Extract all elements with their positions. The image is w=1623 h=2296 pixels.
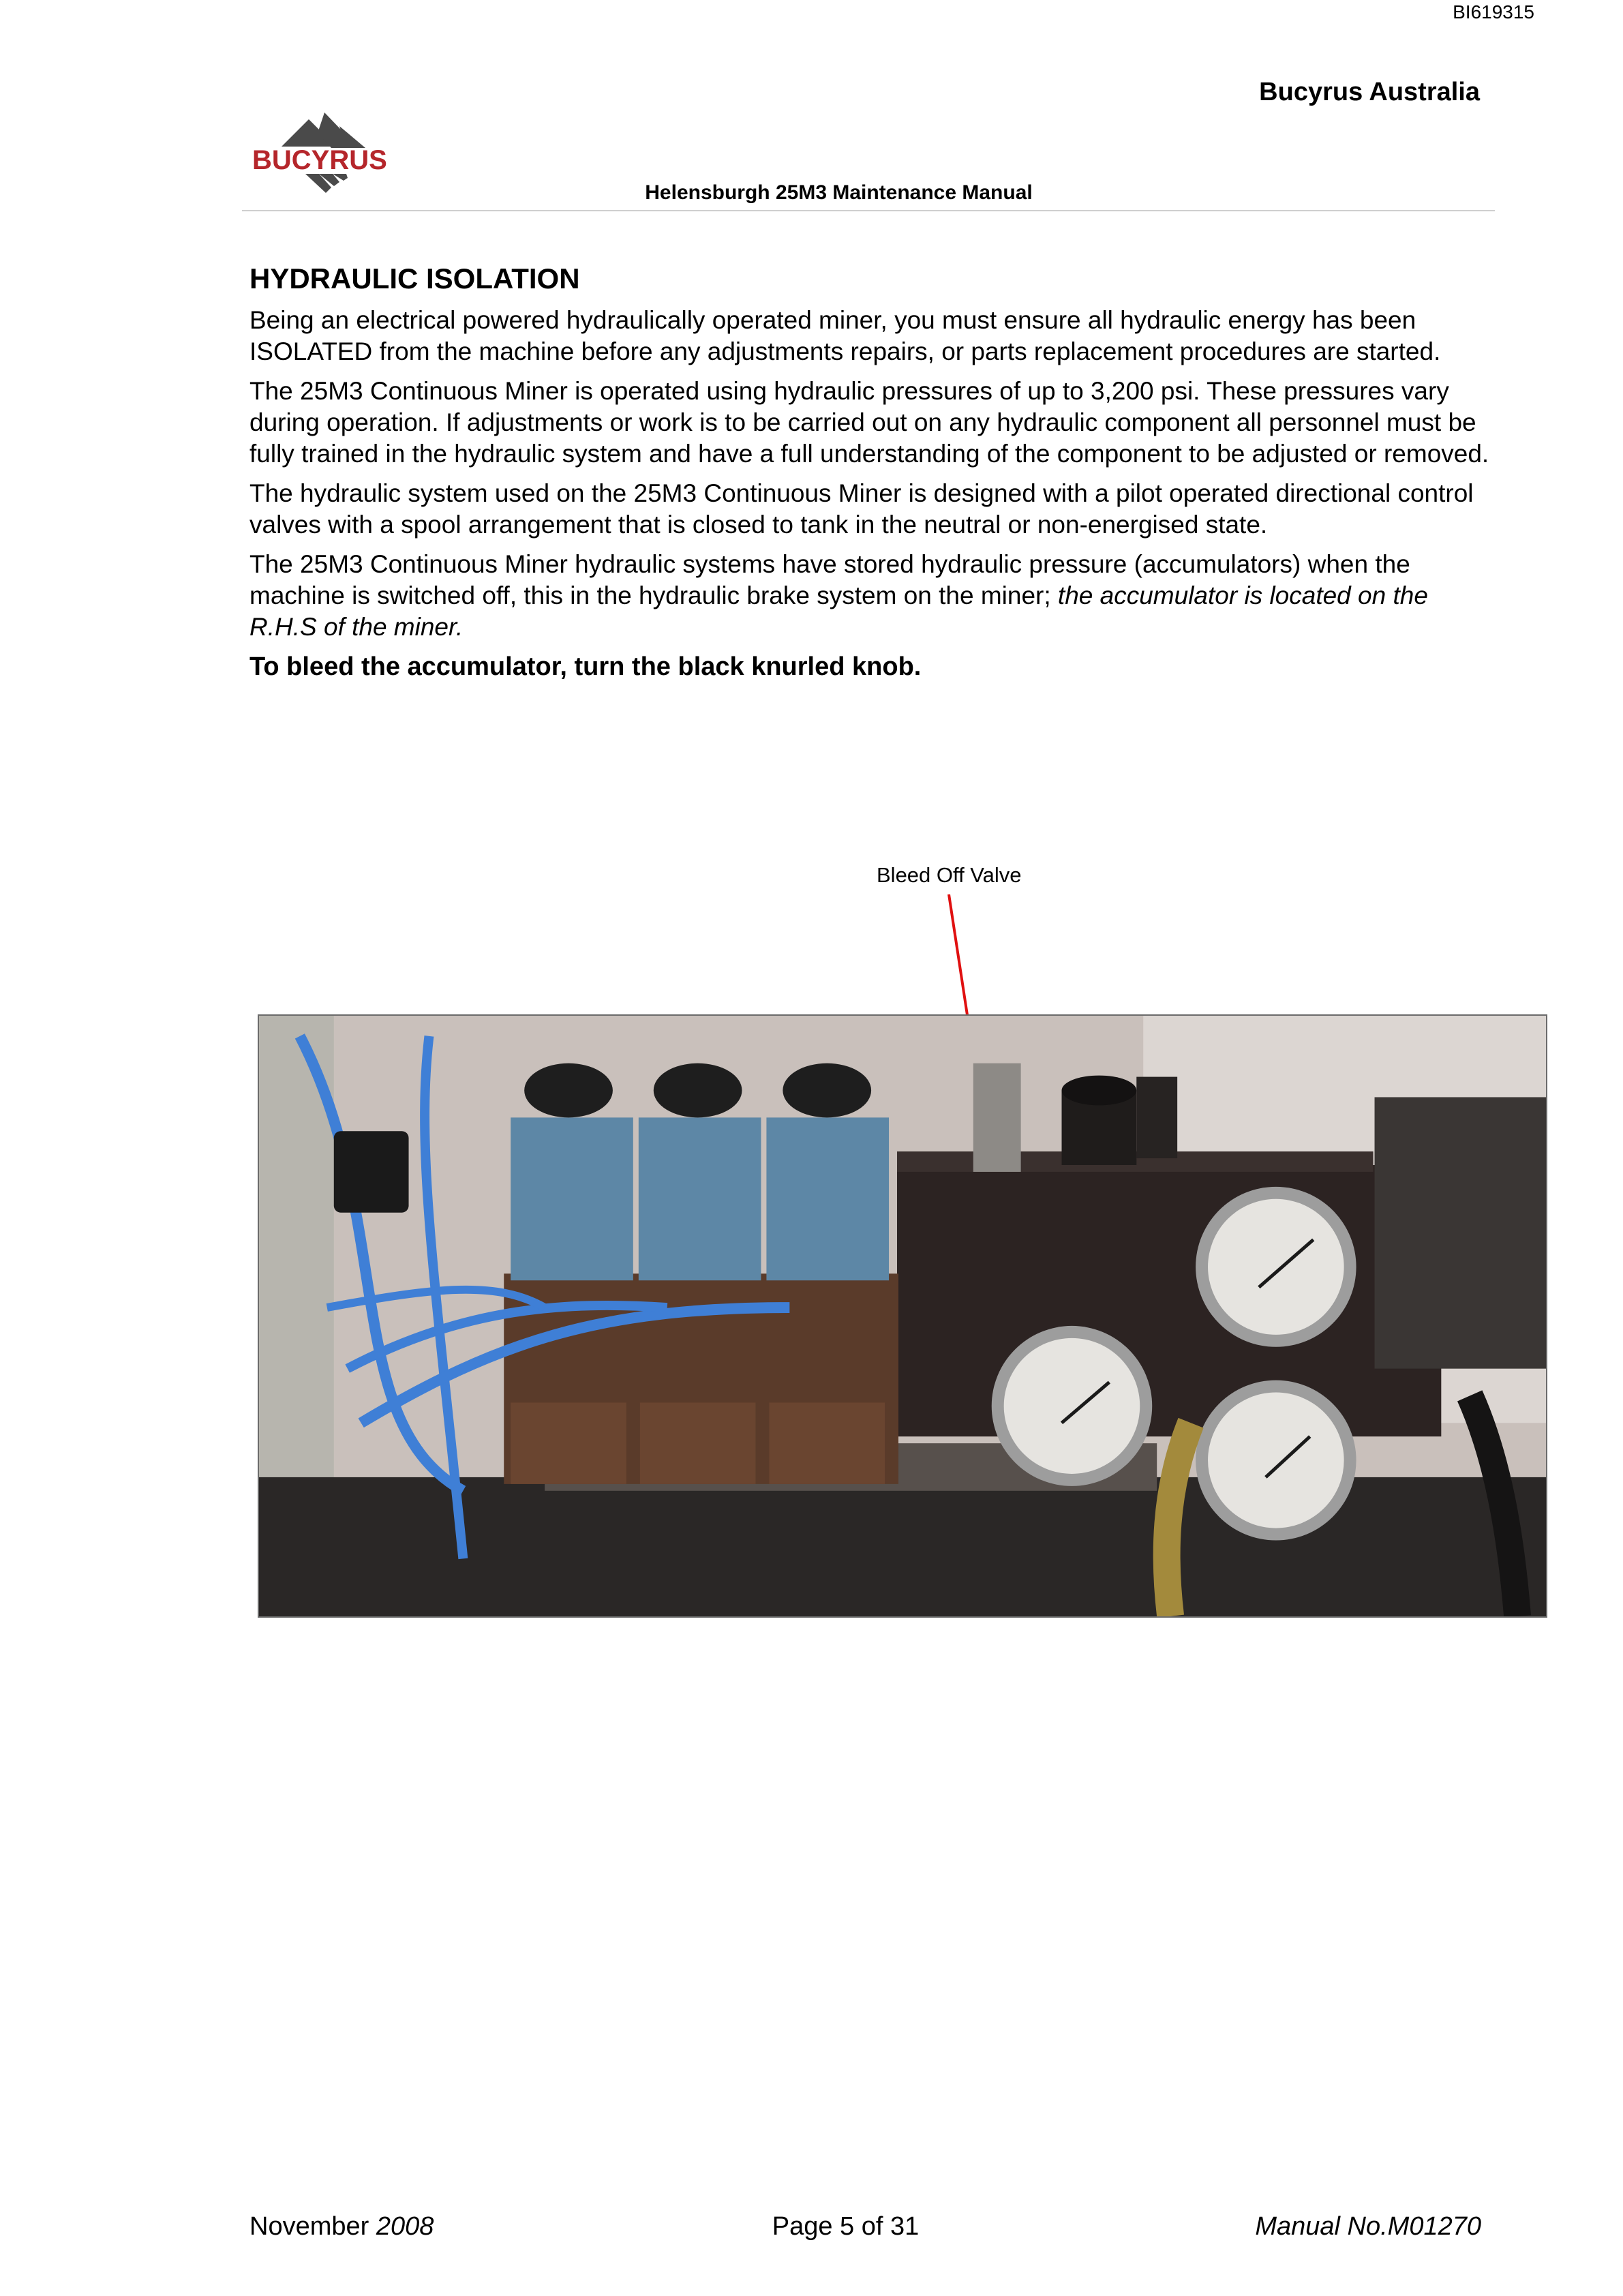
paragraph-isolation: Being an electrical powered hydraulically operated miner, you must ensure all hydraulic energy has been ISOLATED from the machine before any adjustments repairs, or parts replacement procedures are started.	[249, 306, 1441, 365]
bleed-instruction: To bleed the accumulator, turn the black knurled knob.	[249, 652, 922, 681]
paragraph-valves: The hydraulic system used on the 25M3 Continuous Miner is designed with a pilot operated directional control valves with a spool arrangement that is closed to tank in the neutral or non-energised state.	[249, 479, 1474, 539]
company-name: Bucyrus Australia	[1259, 78, 1480, 106]
document-id: BI619315	[1453, 1, 1534, 22]
footer-manual-number	[1255, 2212, 1481, 2241]
footer-month: November	[249, 2212, 369, 2241]
footer-page-number: Page 5 of 31	[772, 2212, 920, 2241]
hydraulic-valve-photo	[258, 1014, 1547, 1618]
paragraph-pressures: The 25M3 Continuous Miner is operated using hydraulic pressures of up to 3,200 psi. These pressures vary during operation. If adjustments or work is to be carried out on any hydraulic component all personnel must be fully trained in the hydraulic system and have a full understanding of the component to be adjusted or removed.	[249, 377, 1489, 468]
accumulator-text: The 25M3 Continuous Miner hydraulic systems have stored hydraulic pressure (accumulators) when the machine is switched off, this in the hydraulic brake system on the miner;	[249, 550, 1410, 609]
footer-year: 2008	[376, 2212, 434, 2241]
logo-wordmark: BUCYRUS	[252, 145, 387, 175]
main-content	[249, 262, 1490, 682]
section-heading: HYDRAULIC ISOLATION	[249, 262, 580, 294]
footer-manual-number-text: Manual No.M01270	[1255, 2212, 1481, 2241]
header-divider	[242, 210, 1495, 211]
paragraph-accumulator	[249, 549, 1490, 643]
manual-title: Helensburgh 25M3 Maintenance Manual	[645, 181, 1033, 204]
callout-label: Bleed Off Valve	[877, 863, 1022, 887]
accumulator-location: the accumulator is located on the R.H.S of the miner.	[249, 581, 1428, 641]
